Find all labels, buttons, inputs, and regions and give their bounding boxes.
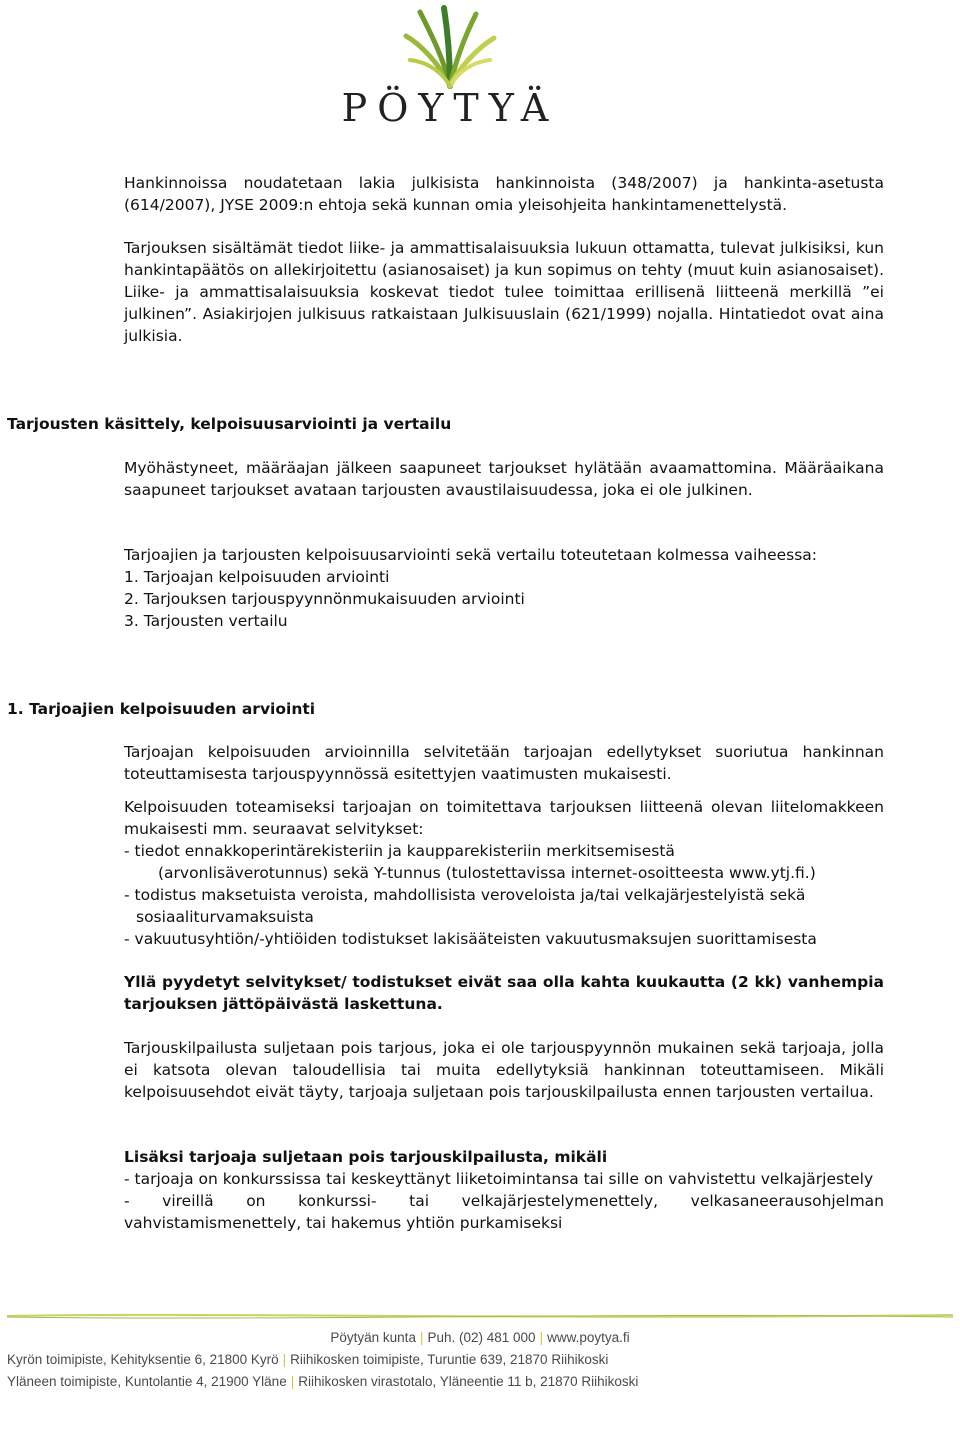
qualification-paragraph-1: [124, 741, 884, 785]
footer-office-kyro: Kyrön toimipiste, Kehityksentie 6, 21800 Kyrö: [7, 1352, 279, 1367]
footer-website[interactable]: www.poytya.fi: [547, 1330, 630, 1345]
qualification-paragraph-2: [124, 796, 884, 950]
footer-divider: [7, 1310, 953, 1322]
phases-paragraph: [124, 544, 884, 632]
intro-paragraph-2: [124, 237, 884, 347]
validity-note: [124, 971, 884, 1015]
additional-exclusion-heading: Lisäksi tarjoaja suljetaan pois tarjouskilpailusta, mikäli: [124, 1148, 608, 1166]
list-item: 2. Tarjouksen tarjouspyynnönmukaisuuden arviointi: [124, 590, 525, 608]
intro-paragraph-1: [124, 172, 884, 216]
footer-office-riihikoski: Riihikosken toimipiste, Turuntie 639, 21870 Riihikoski: [290, 1352, 609, 1367]
leaf-emblem-icon: [400, 4, 500, 94]
list-item: - vireillä on konkurssi- tai velkajärjestelymenettely, velkasaneerausohjelman vahvistamismenettely, tai hakemus yhtiön purkamiseksi: [124, 1192, 884, 1232]
logo: [320, 4, 580, 128]
footer-municipality: Pöytyän kunta: [330, 1330, 416, 1345]
additional-exclusion: [124, 1146, 884, 1234]
list-item: - tarjoaja on konkurssissa tai keskeyttänyt liiketoimintansa tai sille on vahvistettu velkajärjestely: [124, 1170, 874, 1188]
footer-phone: Puh. (02) 481 000: [427, 1330, 536, 1345]
list-item: sosiaaliturvamaksuista: [136, 908, 314, 926]
footer-office-ylane: Yläneen toimipiste, Kuntolantie 4, 21900 Yläne: [7, 1374, 287, 1389]
exclusion-text: Tarjouskilpailusta suljetaan pois tarjous, joka ei ole tarjouspyynnön mukainen sekä tarjoaja, jolla ei katsota olevan taloudellisia tai muita edellytyksiä hankinnan toteuttamiseen. Mikäli kelpoisuusehdot eivät täyty, tarjoaja suljetaan pois tarjouskilpailusta ennen tarjousten vertailua.: [124, 1039, 884, 1101]
qualification-text-1: Tarjoajan kelpoisuuden arvioinnilla selvitetään tarjoajan edellytykset suoriutua hankinnan toteuttamisesta tarjouspyynnössä esitettyjen vaatimusten mukaisesti.: [124, 743, 884, 783]
intro-text-2: Tarjouksen sisältämät tiedot liike- ja ammattisalaisuuksia lukuun ottamatta, tulevat julkisiksi, kun hankintapäätös on allekirjoitettu (asianosaiset) ja kun sopimus on tehty (muut kuin asianosaiset). Liike- ja ammattisalaisuuksia koskevat tiedot tulee toimittaa erillisenä liitteenä merkillä ”ei julkinen”. Asiakirjojen julkisuus ratkaistaan Julkisuuslain (621/1999) nojalla. Hintatiedot ovat aina julkisia.: [124, 239, 884, 345]
footer-line-2: Kyrön toimipiste, Kehityksentie 6, 21800 Kyrö | Riihikosken toimipiste, Turuntie 639, 21870 Riihikoski: [7, 1352, 609, 1367]
phases-intro: Tarjoajien ja tarjousten kelpoisuusarviointi sekä vertailu toteutetaan kolmessa vaiheessa:: [124, 546, 818, 564]
list-item: - tiedot ennakkoperintärekisteriin ja kaupparekisteriin merkitsemisestä: [124, 842, 675, 860]
list-item: - todistus maksetuista veroista, mahdollisista veroveloista ja/tai velkajärjestelyistä sekä: [124, 886, 806, 904]
exclusion-paragraph: [124, 1037, 884, 1103]
validity-note-text: Yllä pyydetyt selvitykset/ todistukset eivät saa olla kahta kuukautta (2 kk) vanhempia tarjouksen jättöpäivästä laskettuna.: [124, 973, 884, 1013]
section-heading-qualification: 1. Tarjoajien kelpoisuuden arviointi: [7, 700, 316, 718]
footer-line-3: Yläneen toimipiste, Kuntolantie 4, 21900 Yläne | Riihikosken virastotalo, Yläneentie 11 b, 21870 Riihikoski: [7, 1374, 639, 1389]
list-item: 1. Tarjoajan kelpoisuuden arviointi: [124, 568, 390, 586]
qualification-text-2: Kelpoisuuden toteamiseksi tarjoajan on toimitettava tarjouksen liitteenä olevan liitelomakkeen mukaisesti mm. seuraavat selvitykset:: [124, 798, 884, 838]
logo-text: PÖYTYÄ: [341, 86, 559, 130]
footer-office-virastotalo: Riihikosken virastotalo, Yläneentie 11 b, 21870 Riihikoski: [298, 1374, 639, 1389]
late-offers-text: Myöhästyneet, määräajan jälkeen saapuneet tarjoukset hylätään avaamattomina. Määräaikana saapuneet tarjoukset avataan tarjousten avaustilaisuudessa, joka ei ole julkinen.: [124, 459, 884, 499]
footer-line-1: Pöytyän kunta | Puh. (02) 481 000 | www.poytya.fi: [330, 1330, 630, 1345]
list-item: - vakuutusyhtiön/-yhtiöiden todistukset lakisääteisten vakuutusmaksujen suorittamisesta: [124, 930, 817, 948]
intro-text-1: Hankinnoissa noudatetaan lakia julkisista hankinnoista (348/2007) ja hankinta-asetusta (614/2007), JYSE 2009:n ehtoja sekä kunnan omia yleisohjeita hankintamenettelystä.: [124, 174, 884, 214]
late-offers-paragraph: [124, 457, 884, 501]
list-item: 3. Tarjousten vertailu: [124, 612, 288, 630]
list-item: (arvonlisäverotunnus) sekä Y-tunnus (tulostettavissa internet-osoitteesta www.ytj.fi.): [158, 864, 816, 882]
section-heading-evaluation: Tarjousten käsittely, kelpoisuusarviointi ja vertailu: [7, 415, 452, 433]
